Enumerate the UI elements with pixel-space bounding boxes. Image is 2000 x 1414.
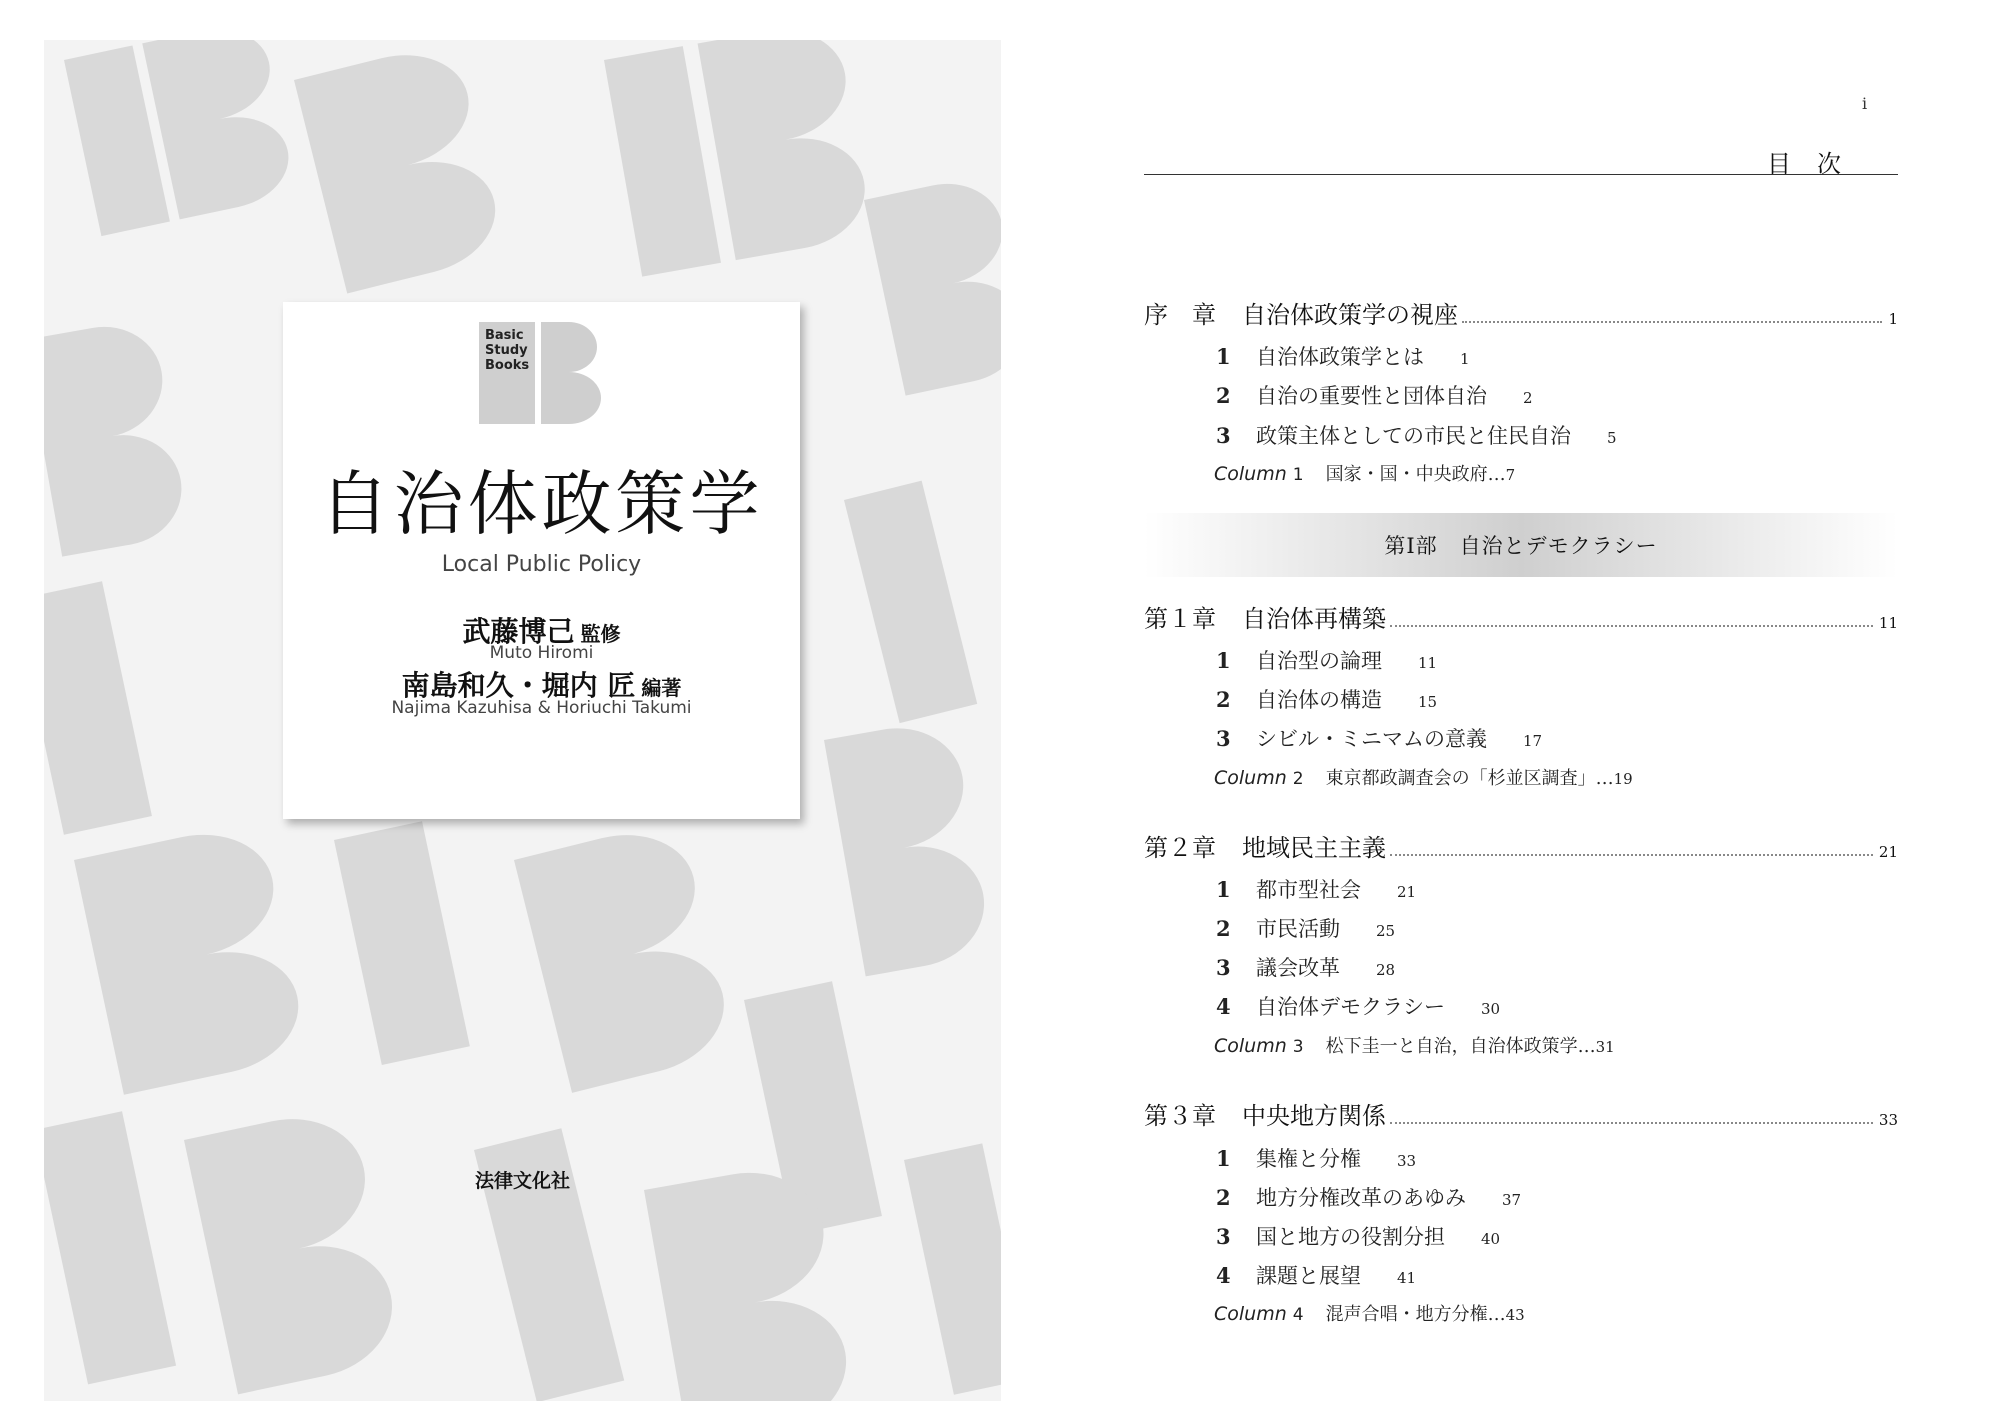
chapter-title: 中央地方関係 [1242, 1102, 1386, 1130]
supervisor-name: 武藤博己 [462, 615, 575, 648]
cover-title-card [283, 302, 800, 819]
book-title: 自治体政策学 [319, 463, 764, 545]
toc-chapter-1[interactable] [1144, 600, 1898, 634]
supervisor-role: 監修 [580, 622, 621, 646]
chapter-number: 第３章 [1144, 1102, 1216, 1130]
toc-section[interactable]: 2 市民活動 25 [1216, 916, 1396, 941]
chapter-number: 第１章 [1144, 605, 1216, 633]
chapter-number: 第２章 [1144, 834, 1216, 862]
toc-section[interactable]: 1 都市型社会 21 [1216, 877, 1417, 902]
toc-section[interactable]: 3 シビル・ミニマムの意義 17 [1216, 726, 1543, 751]
chapter-page: 33 [1878, 1111, 1898, 1129]
dot-leader [1462, 321, 1882, 323]
toc-column-entry[interactable]: Column 3 松下圭一と自治，自治体政策学…31 [1214, 1035, 1615, 1057]
series-logo [479, 322, 605, 424]
toc-chapter-intro[interactable] [1144, 296, 1898, 330]
toc-section[interactable]: 3 国と地方の役割分担 40 [1216, 1224, 1501, 1249]
publisher-name: 法律文化社 [474, 1170, 570, 1192]
chapter-title: 地域民主主義 [1242, 834, 1386, 862]
toc-heading: 目次 [1767, 150, 1867, 178]
toc-section[interactable]: 2 自治の重要性と団体自治 2 [1216, 383, 1533, 408]
dot-leader [1390, 1122, 1873, 1124]
supervisor-romaji: Muto Hiromi [489, 643, 594, 663]
chapter-page: 21 [1878, 843, 1898, 861]
book-cover [44, 40, 1001, 1401]
series-logo-b-icon [541, 322, 603, 424]
book-title-english: Local Public Policy [441, 552, 642, 577]
toc-chapter-3[interactable] [1144, 1097, 1898, 1131]
page-number: i [1862, 94, 1868, 113]
toc-column-entry[interactable]: Column 2 東京都政調査会の「杉並区調査」…19 [1214, 767, 1633, 789]
dot-leader [1390, 854, 1873, 856]
editors-romaji: Najima Kazuhisa & Horiuchi Takumi [391, 698, 692, 718]
series-logo-text: Basic Study Books [485, 328, 530, 373]
toc-section[interactable]: 2 地方分権改革のあゆみ 37 [1216, 1185, 1522, 1210]
toc-section[interactable]: 1 自治体政策学とは 1 [1216, 344, 1470, 369]
toc-section[interactable]: 4 自治体デモクラシー 30 [1216, 994, 1501, 1019]
toc-chapter-2[interactable] [1144, 829, 1898, 863]
toc-section[interactable]: 2 自治体の構造 15 [1216, 687, 1438, 712]
chapter-number: 序 章 [1144, 301, 1216, 329]
editors-name: 南島和久・堀内 匠 [401, 669, 636, 702]
chapter-page: 11 [1878, 614, 1898, 632]
toc-section[interactable]: 3 議会改革 28 [1216, 955, 1396, 980]
chapter-title: 自治体再構築 [1242, 605, 1386, 633]
toc-section[interactable]: 1 自治型の論理 11 [1216, 648, 1438, 673]
toc-column-entry[interactable]: Column 1 国家・国・中央政府…7 [1214, 463, 1516, 485]
toc-part-heading[interactable]: 第Ⅰ部 自治とデモクラシー [1144, 513, 1898, 577]
toc-column-entry[interactable]: Column 4 混声合唱・地方分権…43 [1214, 1303, 1525, 1325]
editors-role: 編著 [641, 676, 682, 700]
toc-section[interactable]: 3 政策主体としての市民と住民自治 5 [1216, 423, 1617, 448]
toc-section[interactable]: 4 課題と展望 41 [1216, 1263, 1417, 1288]
toc-heading-rule [1144, 174, 1898, 175]
toc-section[interactable]: 1 集権と分権 33 [1216, 1146, 1417, 1171]
chapter-page: 1 [1888, 310, 1898, 328]
dot-leader [1390, 625, 1873, 627]
chapter-title: 自治体政策学の視座 [1242, 301, 1458, 329]
